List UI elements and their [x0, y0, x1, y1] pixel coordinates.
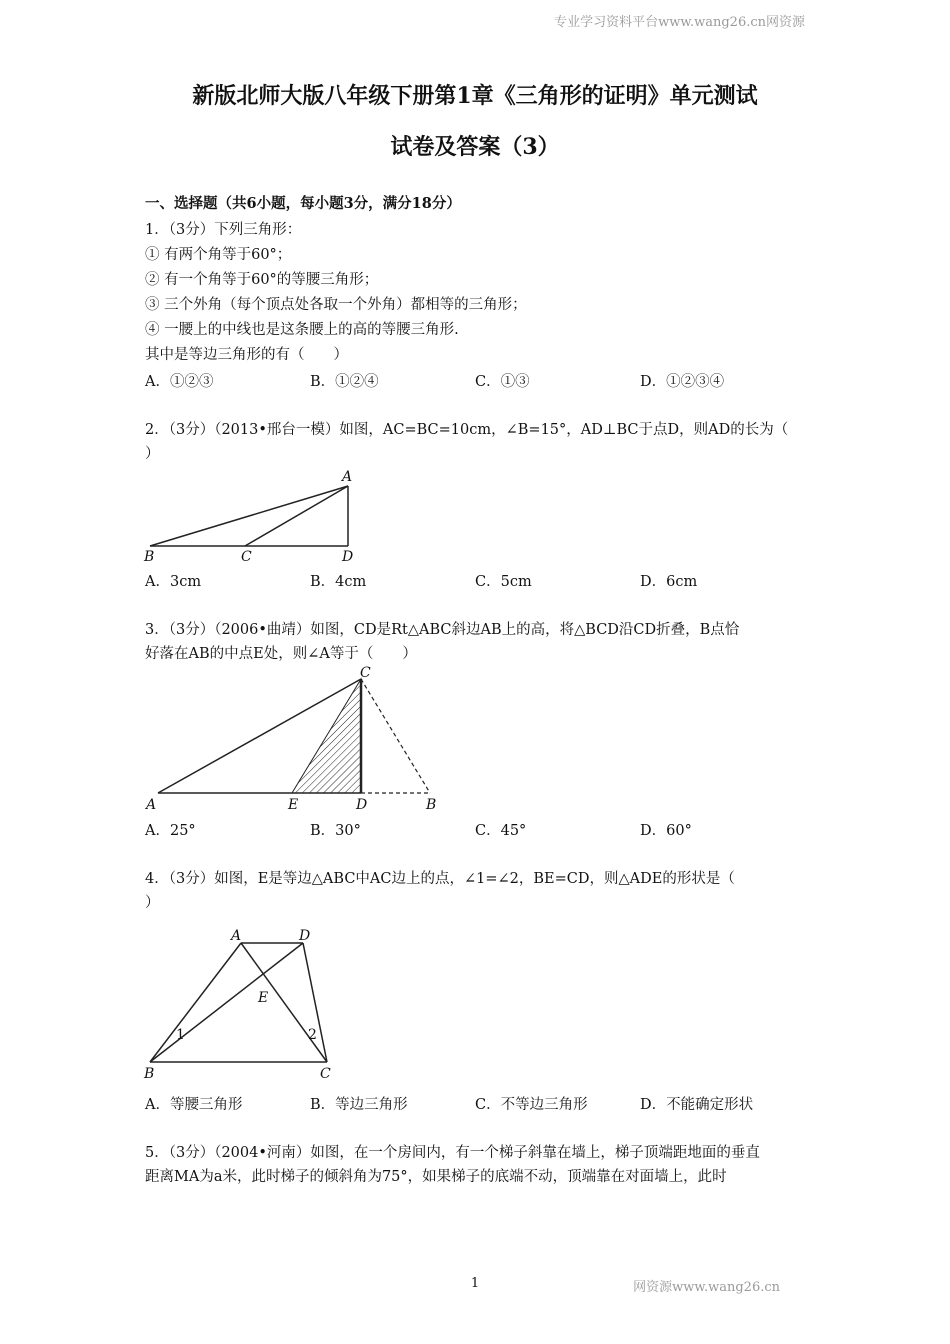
q3-shaded-triangle [292, 679, 361, 793]
q3-label-a: A [146, 797, 157, 813]
q4-stem-line2: ） [145, 895, 160, 911]
q4-stem-line1: 4．（3分）如图，E是等边△ABC中AC边上的点，∠1=∠2，BE=CD，则△ADE的形状是（ [145, 871, 735, 887]
q3-stem-line1: 3．（3分）（2006•曲靖）如图，CD是Rt△ABC斜边AB上的高，将△BCD沿CD折叠，B点恰 [145, 622, 740, 638]
q2-option-b[interactable]: B．4cm [310, 574, 367, 590]
q4-figure [140, 920, 360, 1085]
page-title-line2: 试卷及答案（3） [390, 134, 560, 160]
q2-segment-ba [150, 486, 348, 546]
q3-stem-line2: 好落在AB的中点E处，则∠A等于（ ） [145, 646, 417, 662]
q2-figure [140, 465, 370, 565]
q5-stem-line2: 距离MA为a米，此时梯子的倾斜角为75°，如果梯子的底端不动，顶端靠在对面墙上，此时 [145, 1169, 727, 1185]
page-title-line1: 新版北师大版八年级下册第1章《三角形的证明》单元测试 [192, 83, 758, 109]
q4-label-angle-2: 2 [308, 1027, 317, 1043]
header-watermark: 专业学习资料平台www.wang26.cn网资源 [554, 15, 805, 30]
q3-dashed-cb [361, 679, 430, 793]
q4-label-a: A [231, 928, 242, 944]
q2-option-d[interactable]: D．6cm [640, 574, 698, 590]
q3-option-a[interactable]: A．25° [145, 823, 196, 839]
q4-label-d: D [299, 928, 311, 944]
q2-option-c[interactable]: C．5cm [475, 574, 532, 590]
q1-item-2: ② 有一个角等于60°的等腰三角形； [145, 272, 379, 288]
q2-label-c: C [241, 549, 252, 565]
q1-option-a[interactable]: A．①②③ [145, 374, 214, 390]
q1-stem: 1．（3分）下列三角形： [145, 222, 302, 238]
q3-label-d: D [356, 797, 368, 813]
q5-stem-line1: 5．（3分）（2004•河南）如图，在一个房间内，有一个梯子斜靠在墙上，梯子顶端距地面的垂直 [145, 1145, 760, 1161]
q2-label-b: B [144, 549, 155, 565]
q2-label-a: A [342, 469, 353, 485]
page-number: 1 [470, 1276, 480, 1291]
q2-segment-ca [245, 486, 348, 546]
q2-label-d: D [342, 549, 354, 565]
q1-item-1: ① 有两个角等于60°； [145, 247, 292, 263]
q2-stem-line2: ） [145, 446, 160, 462]
q3-figure [140, 665, 450, 815]
q1-ask: 其中是等边三角形的有（ ） [145, 347, 348, 363]
q3-label-e: E [288, 797, 299, 813]
q3-option-b[interactable]: B．30° [310, 823, 361, 839]
q2-stem-line1: 2．（3分）（2013•邢台一模）如图，AC=BC=10cm，∠B=15°，AD⊥BC于点D，则AD的长为（ [145, 422, 789, 438]
q3-option-d[interactable]: D．60° [640, 823, 692, 839]
q4-label-angle-1: 1 [176, 1027, 185, 1043]
q1-item-4: ④ 一腰上的中线也是这条腰上的高的等腰三角形. [145, 322, 459, 338]
q4-label-b: B [144, 1066, 155, 1082]
q4-option-d[interactable]: D．不能确定形状 [640, 1097, 754, 1113]
q3-label-b: B [426, 797, 437, 813]
q4-option-c[interactable]: C．不等边三角形 [475, 1097, 588, 1113]
q4-label-c: C [320, 1066, 331, 1082]
q2-option-a[interactable]: A．3cm [145, 574, 202, 590]
q4-segment-ac [241, 943, 327, 1062]
footer-watermark: 网资源www.wang26.cn [633, 1280, 780, 1295]
q4-option-b[interactable]: B．等边三角形 [310, 1097, 408, 1113]
q3-option-c[interactable]: C．45° [475, 823, 527, 839]
q1-option-c[interactable]: C．①③ [475, 374, 530, 390]
q4-label-e: E [258, 990, 269, 1006]
section-heading: 一、选择题（共6小题，每小题3分，满分18分） [145, 195, 461, 212]
q3-label-c: C [360, 665, 371, 681]
q1-option-b[interactable]: B．①②④ [310, 374, 379, 390]
q1-option-d[interactable]: D．①②③④ [640, 374, 725, 390]
q4-option-a[interactable]: A．等腰三角形 [145, 1097, 243, 1113]
q1-item-3: ③ 三个外角（每个顶点处各取一个外角）都相等的三角形； [145, 297, 527, 313]
